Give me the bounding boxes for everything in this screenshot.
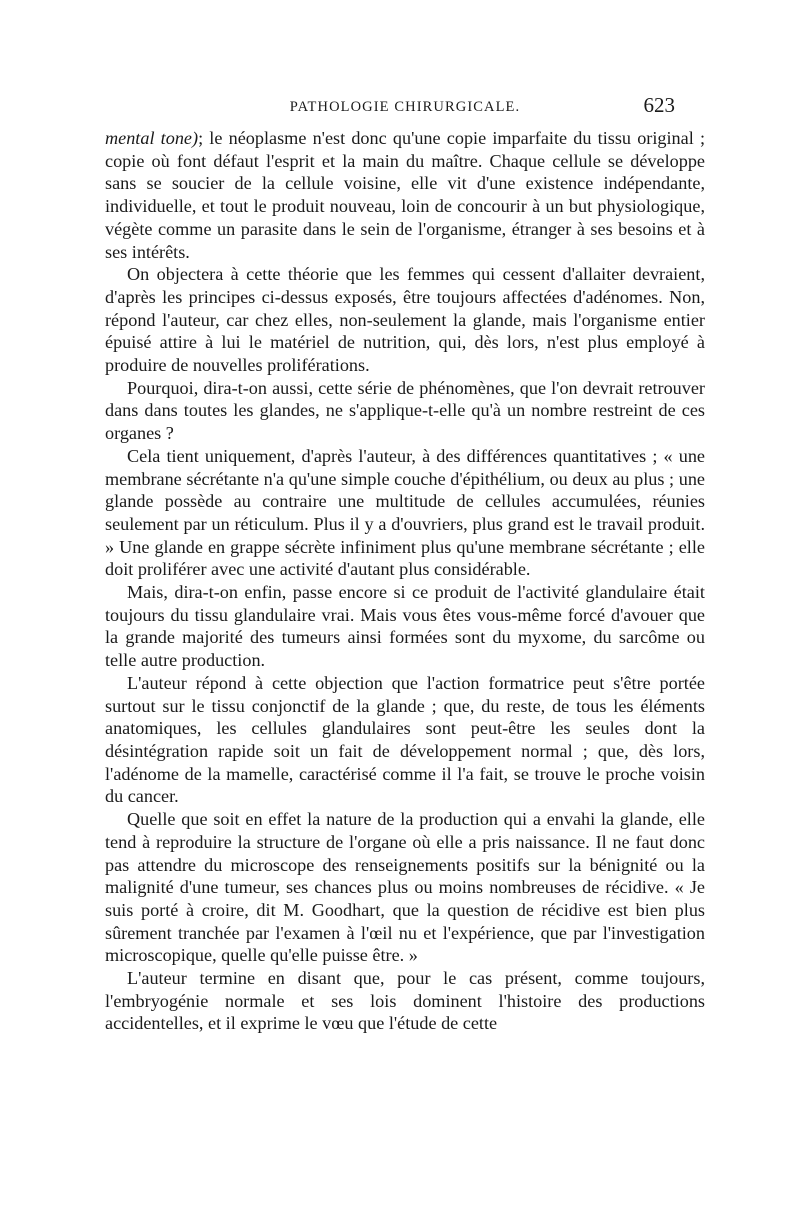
- paragraph-1: [105, 127, 705, 263]
- book-page: [105, 95, 705, 1035]
- paragraph-7: Quelle que soit en effet la nature de la production qui a envahi la glande, elle tend à reproduire la structure de l'organe où elle a pris naissance. Il ne faut donc pas attendre du microscope des renseignements positifs sur la bénignité ou la malignité d'une tumeur, ses chances plus ou moins nombreuses de récidive. « Je suis porté à croire, dit M. Goodhart, que la question de récidive est bien plus sûrement tranchée par l'examen à l'œil nu et l'expérience, que par l'investigation microscopique, quelle qu'elle puisse être. »: [105, 809, 705, 966]
- paragraph-text: ; le néoplasme n'est donc qu'une copie imparfaite du tissu original ; copie où font défaut l'esprit et la main du maître. Chaque cellule se développe sans se soucier de la cellule voisine, elle vit d'une existence indépendante, individuelle, et tout le produit nouveau, loin de concourir à un but physiologique, végète comme un parasite dans le sein de l'organisme, étranger à ses besoins et à ses intérêts.: [105, 128, 705, 262]
- paragraph-8: L'auteur termine en disant que, pour le cas présent, comme toujours, l'embryogénie normale et ses lois dominent l'histoire des productions accidentelles, et il exprime le vœu que l'étude de cette: [105, 968, 705, 1034]
- paragraph-4: Cela tient uniquement, d'après l'auteur, à des différences quantitatives ; « une membrane sécrétante n'a qu'une simple couche d'épithélium, ou deux au plus ; une glande possède au contraire une multitude de cellules accumulées, réunies seulement par un réticulum. Plus il y a d'ouvriers, plus grand est le travail produit. » Une glande en grappe sécrète infiniment plus qu'une membrane sécrétante ; elle doit proliférer avec une activité d'autant plus considérable.: [105, 445, 705, 580]
- paragraph-3: Pourquoi, dira-t-on aussi, cette série de phénomènes, que l'on devrait retrouver dans dans toutes les glandes, ne s'applique-t-elle qu'à un nombre restreint de ces organes ?: [105, 377, 705, 444]
- paragraph-2: On objectera à cette théorie que les femmes qui cessent d'allaiter devraient, d'après les principes ci-dessus exposés, être toujours affectées d'adénomes. Non, répond l'auteur, car chez elles, non-seulement la glande, mais l'organisme entier épuisé attire à lui le matériel de nutrition, qui, dès lors, n'est plus employé à produire de nouvelles proliférations.: [105, 264, 705, 376]
- page-header: [105, 95, 705, 123]
- body-text: [105, 127, 705, 1035]
- paragraph-6: L'auteur répond à cette objection que l'action formatrice peut s'être portée surtout sur le tissu conjonctif de la glande ; que, du reste, de tous les éléments anatomiques, les cellules glandulaires sont peut-être les seules dont la désintégration rapide soit un fait de développement normal ; que, dès lors, l'adénome de la mamelle, caractérisé comme il l'a fait, se trouve le proche voisin du cancer.: [105, 672, 705, 807]
- italic-fragment: mental tone): [105, 128, 199, 148]
- paragraph-5: Mais, dira-t-on enfin, passe encore si ce produit de l'activité glandulaire était toujours du tissu glandulaire vrai. Mais vous êtes vous-même forcé d'avouer que la grande majorité des tumeurs ainsi formées sont du myxome, du sarcôme ou telle autre production.: [105, 582, 705, 671]
- page-number: 623: [643, 93, 675, 117]
- running-head: PATHOLOGIE CHIRURGICALE.: [289, 99, 521, 115]
